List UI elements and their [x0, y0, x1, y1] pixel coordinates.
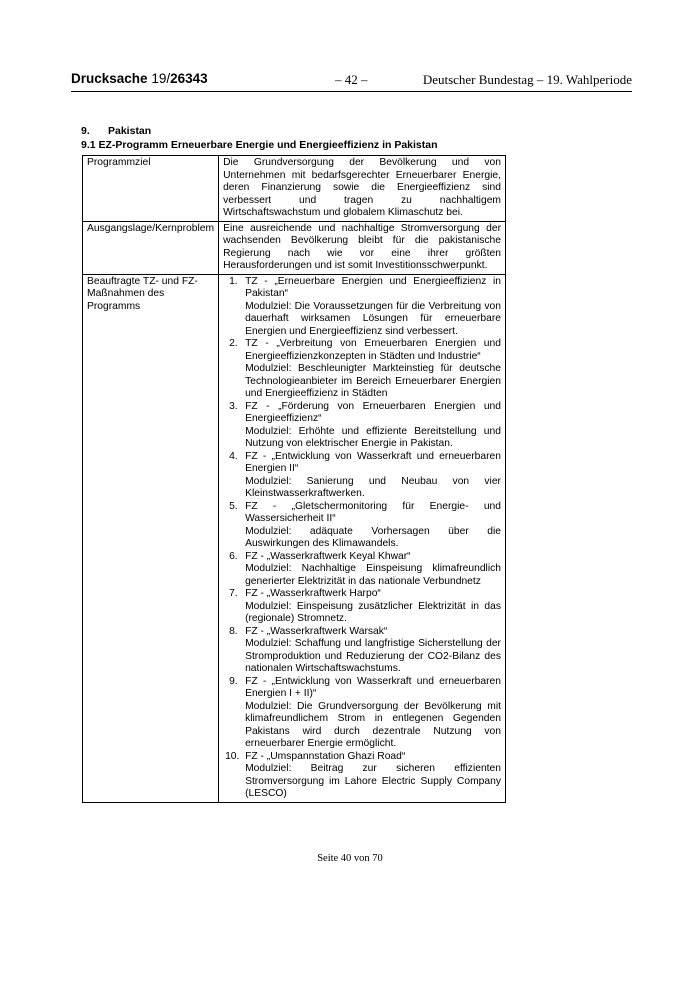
item-goal: Modulziel: Beschleunigter Markteinstieg für deutsche Technologieanbieter im Bereich Erneuerbarer Energien und Energieeffizienz in Städten: [245, 363, 501, 399]
list-item: [223, 338, 501, 401]
section-title: Pakistan: [108, 125, 152, 137]
list-item: [223, 276, 501, 339]
item-goal: Modulziel: Nachhaltige Einspeisung klimafreundlich generierter Elektrizität in das nationale Verbundnetz: [245, 563, 501, 587]
table-row: [83, 221, 506, 274]
item-title: FZ - „Förderung von Erneuerbaren Energien und Energieeffizienz“: [245, 400, 501, 424]
doc-number-prefix: 19/: [151, 71, 171, 86]
list-item: [223, 588, 501, 626]
section-number: 9.: [81, 125, 90, 137]
section-subtitle: 9.1 EZ-Programm Erneuerbare Energie und Energieeffizienz in Pakistan: [81, 139, 438, 151]
item-number: 5.: [229, 500, 238, 512]
list-item: [223, 451, 501, 501]
page-header: [71, 71, 632, 91]
item-title: FZ - „Entwicklung von Wasserkraft und erneuerbaren Energien I + II)“: [245, 675, 501, 699]
item-number: 9.: [229, 675, 238, 687]
row-value: Die Grundversorgung der Bevölkerung und von Unternehmen mit bedarfsgerechter Erneuerbarer Energie, deren Finanzierung sowie die Energieeffizienz sind verbessert und tragen zu nachhaltigem Wirtschaftswachstum und globalem Klimaschutz bei.: [219, 156, 506, 222]
item-title: FZ - „Umspannstation Ghazi Road“: [245, 750, 406, 762]
row-value: [219, 274, 506, 802]
item-goal: Modulziel: Beitrag zur sicheren effizienten Stromversorgung im Lahore Electric Supply Company (LESCO): [245, 763, 501, 799]
list-item: [223, 676, 501, 751]
table-row: [83, 156, 506, 222]
item-number: 3.: [229, 400, 238, 412]
item-goal: Modulziel: Einspeisung zusätzlicher Elektrizität in das (regionale) Stromnetz.: [245, 600, 501, 624]
item-goal: Modulziel: Erhöhte und effiziente Bereitstellung und Nutzung von elektrischer Energie in Pakistan.: [245, 425, 501, 449]
item-number: 6.: [229, 550, 238, 562]
document-number: [71, 71, 208, 86]
item-goal: Modulziel: adäquate Vorhersagen über die Auswirkungen des Klimawandels.: [245, 525, 501, 549]
item-number: 1.: [229, 275, 238, 287]
doc-label: Drucksache: [71, 71, 148, 86]
item-goal: Modulziel: Sanierung und Neubau von vier Kleinstwasserkraftwerken.: [245, 475, 501, 499]
list-item: [223, 501, 501, 551]
table-row: [83, 274, 506, 802]
item-goal: Modulziel: Die Grundversorgung der Bevölkerung mit klimafreundlichem Strom in entlegenen Gegenden Pakistans wird durch dezentrale Nutzung von erneuerbarer Energie ermöglicht.: [245, 700, 501, 749]
item-title: TZ - „Erneuerbare Energien und Energieeffizienz in Pakistan“: [245, 275, 501, 299]
publisher: Deutscher Bundestag – 19. Wahlperiode: [422, 72, 632, 87]
row-label: Beauftragte TZ- und FZ-Maßnahmen des Programms: [83, 274, 219, 802]
list-item: [223, 551, 501, 589]
item-goal: Modulziel: Schaffung und langfristige Sicherstellung der Stromproduktion und Reduzierung der CO2-Bilanz des nationalen Wirtschaftswachstums.: [245, 638, 501, 674]
measures-list: [223, 276, 501, 801]
item-title: FZ - „Wasserkraftwerk Keyal Khwar“: [245, 550, 411, 562]
item-title: FZ - „Wasserkraftwerk Warsak“: [245, 625, 388, 637]
row-value: Eine ausreichende und nachhaltige Stromversorgung der wachsenden Bevölkerung bleibt für die pakistanische Regierung nach wie vor eine ihrer größten Herausforderungen und ist somit Investitionsschwerpunkt.: [219, 221, 506, 274]
item-number: 10.: [225, 750, 240, 762]
item-title: FZ - „Gletschermonitoring für Energie- und Wassersicherheit II“: [245, 500, 501, 524]
row-label: Ausgangslage/Kernproblem: [83, 221, 219, 274]
item-title: FZ - „Wasserkraftwerk Harpo“: [245, 588, 381, 599]
list-item: [223, 751, 501, 801]
list-item: [223, 626, 501, 676]
doc-number: 26343: [170, 71, 208, 86]
item-title: TZ - „Verbreitung von Erneuerbaren Energien und Energieeffizienzkonzepten in Städten und Industrie“: [245, 338, 501, 362]
item-number: 2.: [229, 338, 238, 349]
item-number: 7.: [229, 588, 238, 599]
item-number: 8.: [229, 625, 238, 637]
header-rule: [71, 91, 632, 92]
section-heading: [81, 125, 151, 137]
page-footer: Seite 40 von 70: [317, 853, 383, 864]
row-label: Programmziel: [83, 156, 219, 222]
item-title: FZ - „Entwicklung von Wasserkraft und erneuerbaren Energien II“: [245, 450, 501, 474]
page-marker: – 42 –: [335, 72, 368, 87]
list-item: [223, 401, 501, 451]
item-number: 4.: [229, 450, 238, 462]
program-table: [82, 155, 506, 803]
item-goal: Modulziel: Die Voraussetzungen für die Verbreitung von dauerhaft wirksamen Lösungen für erneuerbare Energien und Energieeffizienz sind verbessert.: [245, 300, 501, 337]
